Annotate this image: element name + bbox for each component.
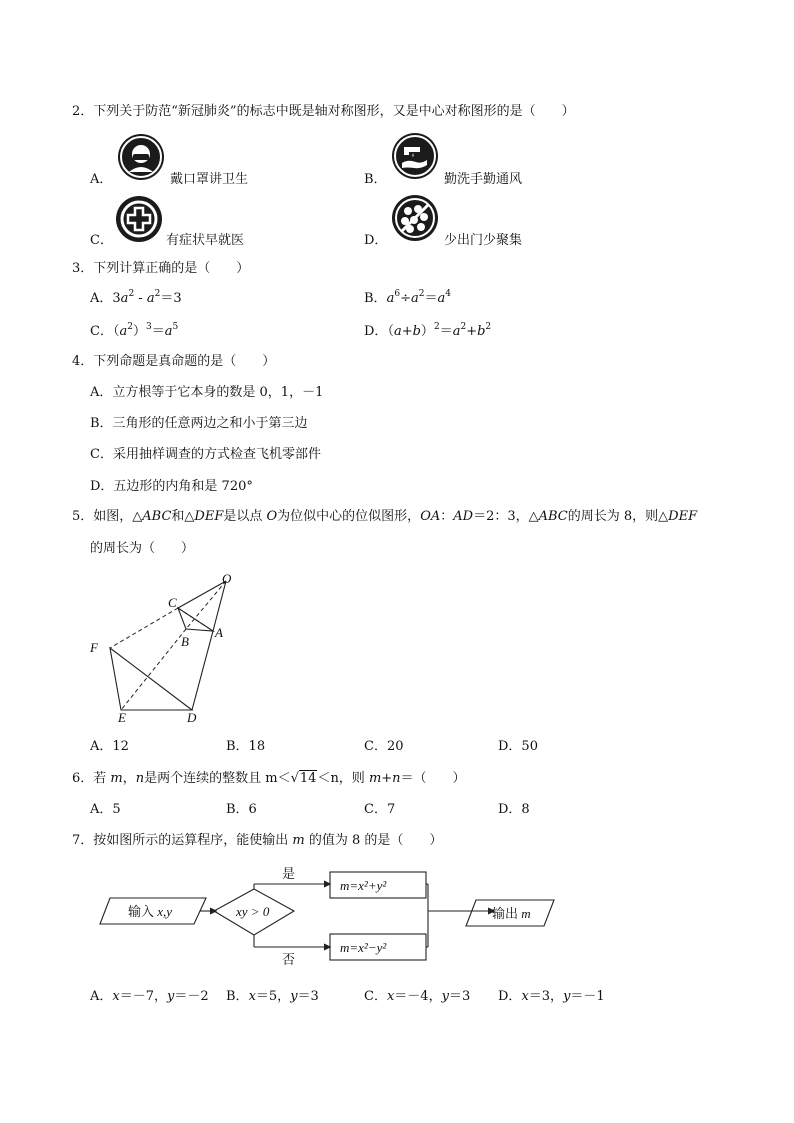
q2-option-b-letter[interactable]: B．: [364, 172, 387, 187]
no-gathering-logo-icon: [392, 195, 438, 241]
q4-option-a[interactable]: A．立方根等于它本身的数是 0，1，－1: [90, 385, 324, 400]
q7-option-b[interactable]: B．x＝5，y＝3: [226, 989, 319, 1004]
output-label: 输出 m: [492, 906, 531, 921]
label-c: C: [168, 595, 177, 610]
q4-option-b[interactable]: B．三角形的任意两边之和小于第三边: [90, 416, 308, 431]
q4-option-d[interactable]: D．五边形的内角和是 720°: [90, 479, 253, 494]
q2-option-c-label: 有症状早就医: [166, 233, 245, 248]
q3-option-a[interactable]: A．$3a^2 - a^2=3$: [90, 289, 182, 306]
sqrt-symbol: √: [290, 771, 299, 786]
q5-stem: 5．如图，△ABC和△DEF是以点 O为位似中心的位似图形，OA：AD＝2：3，△ABC的周长为 8，则△DEF: [72, 509, 698, 524]
formula-top: m=x²+y²: [340, 878, 387, 893]
q7-option-c[interactable]: C．x＝－4，y＝3: [364, 989, 471, 1004]
q3-option-b[interactable]: B．$a^6\div a^2=a^4$: [364, 289, 451, 306]
q5-option-b[interactable]: B．18: [226, 739, 266, 754]
q6-option-a[interactable]: A．5: [90, 802, 121, 817]
label-a: A: [215, 625, 223, 640]
q2-option-d-label: 少出门少聚集: [444, 233, 523, 248]
label-b: B: [181, 634, 189, 649]
q5-stem-line2: 的周长为（ ）: [90, 541, 195, 556]
q3-option-d[interactable]: D．$(a+b)^2=a^2+b^2$: [364, 322, 492, 339]
q5-option-d[interactable]: D．50: [498, 739, 538, 754]
q2-option-a-letter[interactable]: A．: [90, 172, 113, 187]
q6-option-d[interactable]: D．8: [498, 802, 530, 817]
q7-option-a[interactable]: A．x＝－7，y＝－2: [90, 989, 209, 1004]
triangle-def: [110, 648, 192, 710]
homothety-figure: [80, 568, 250, 728]
q6-option-b[interactable]: B．6: [226, 802, 257, 817]
q2-option-c-letter[interactable]: C．: [90, 233, 113, 248]
q7-option-d[interactable]: D．x＝3，y＝－1: [498, 989, 605, 1004]
q4-stem: 4．下列命题是真命题的是（ ）: [72, 354, 276, 369]
input-label: 输入 x,y: [128, 904, 173, 919]
label-e: E: [118, 710, 126, 725]
flowchart: [96, 862, 566, 970]
q7-stem: 7．按如图所示的运算程序，能使输出 m 的值为 8 的是（ ）: [72, 833, 443, 848]
q3-stem: 3．下列计算正确的是（ ）: [72, 261, 250, 276]
condition-label: xy > 0: [236, 904, 270, 919]
no-label: 否: [282, 952, 296, 967]
formula-bottom: m=x²−y²: [340, 940, 387, 955]
medical-cross-logo-icon: [116, 196, 162, 242]
q2-option-b-label: 勤洗手勤通风: [444, 172, 523, 187]
q6-stem: 6．若 m，n是两个连续的整数且 m＜√14＜n，则 m+n＝（ ）: [72, 771, 466, 786]
mask-logo-icon: [118, 134, 164, 180]
q5-option-a[interactable]: A．12: [90, 739, 129, 754]
q2-stem: 2．下列关于防范“新冠肺炎”的标志中既是轴对称图形，又是中心对称图形的是（ ）: [72, 104, 575, 119]
q5-option-c[interactable]: C．20: [364, 739, 404, 754]
handwash-logo-icon: [392, 133, 438, 179]
q2-option-a-label: 戴口罩讲卫生: [170, 172, 249, 187]
yes-label: 是: [282, 866, 296, 881]
q3-option-c[interactable]: C．$(a^2)^3=a^5$: [90, 322, 179, 339]
label-o: O: [222, 571, 232, 586]
label-d: D: [187, 710, 197, 725]
label-f: F: [90, 640, 98, 655]
q4-option-c[interactable]: C．采用抽样调查的方式检查飞机零部件: [90, 447, 321, 462]
q2-option-d-letter[interactable]: D．: [364, 233, 388, 248]
q6-option-c[interactable]: C．7: [364, 802, 396, 817]
